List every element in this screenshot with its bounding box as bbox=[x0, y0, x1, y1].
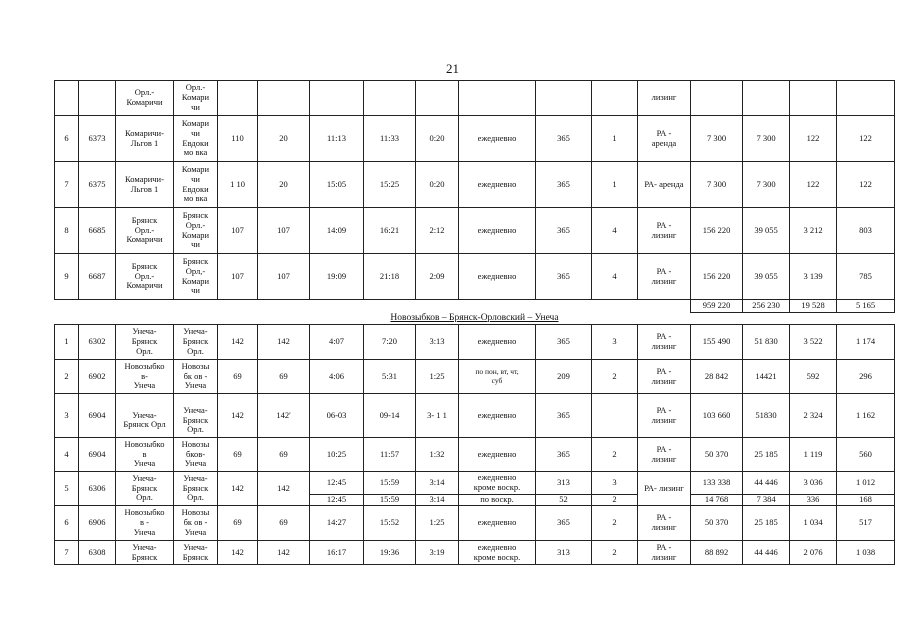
section-header-row bbox=[55, 313, 895, 325]
cell-schedule: Новозы бков- Унеча bbox=[174, 438, 218, 472]
cell-route: Унеча- Брянск Орл bbox=[116, 394, 174, 438]
section-title: Новозыбков – Брянск-Орловский – Унеча bbox=[55, 313, 895, 325]
cell-schedule: Унеча- Брянск Орл. bbox=[174, 472, 218, 506]
cell-n bbox=[55, 81, 79, 116]
cell-km2: 142' bbox=[258, 394, 310, 438]
cell-cars: 3 bbox=[592, 472, 638, 495]
cell-km2: 69 bbox=[258, 360, 310, 394]
cell-v2: 14421 bbox=[743, 360, 790, 394]
table-row bbox=[55, 208, 895, 254]
table-row bbox=[55, 116, 895, 162]
cell-cars: 1 bbox=[592, 116, 638, 162]
cell-cars bbox=[592, 394, 638, 438]
cell-dur: 3:14 bbox=[416, 472, 459, 495]
cell-dur: 1:25 bbox=[416, 360, 459, 394]
cell-train: 6302 bbox=[79, 325, 116, 360]
cell-period: ежедневно кроме воскр. bbox=[459, 472, 536, 495]
cell-type: РА - лизинг bbox=[638, 506, 691, 541]
page-number: 21 bbox=[446, 61, 459, 76]
cell-type: РА - лизинг bbox=[638, 208, 691, 254]
table-row bbox=[55, 81, 895, 116]
cell-train bbox=[79, 81, 116, 116]
table-row bbox=[55, 162, 895, 208]
cell-km1: 142 bbox=[218, 541, 258, 565]
cell-v1: 103 660 bbox=[691, 394, 743, 438]
cell-v4: 296 bbox=[837, 360, 895, 394]
cell-km1 bbox=[218, 81, 258, 116]
cell-v2: 7 300 bbox=[743, 116, 790, 162]
cell-type: РА - лизинг bbox=[638, 360, 691, 394]
table-row bbox=[55, 541, 895, 565]
cell-days: 365 bbox=[536, 438, 592, 472]
cell-arr bbox=[364, 81, 416, 116]
cell-v3: 3 036 bbox=[790, 472, 837, 495]
cell-arr: 16:21 bbox=[364, 208, 416, 254]
cell-n: 4 bbox=[55, 438, 79, 472]
cell-period: ежедневно bbox=[459, 208, 536, 254]
cell-type: РА- аренда bbox=[638, 162, 691, 208]
cell-dur: 3- 1 1 bbox=[416, 394, 459, 438]
cell-cars: 2 bbox=[592, 438, 638, 472]
cell-n: 9 bbox=[55, 254, 79, 300]
cell-km1: 107 bbox=[218, 254, 258, 300]
cell-v4: 803 bbox=[837, 208, 895, 254]
table-row bbox=[55, 438, 895, 472]
cell-period: ежедневно bbox=[459, 394, 536, 438]
cell-v1: 88 892 bbox=[691, 541, 743, 565]
cell-v3: 3 139 bbox=[790, 254, 837, 300]
cell-v1: 50 370 bbox=[691, 438, 743, 472]
table-row bbox=[55, 506, 895, 541]
cell-dur: 0:20 bbox=[416, 162, 459, 208]
table-row bbox=[55, 254, 895, 300]
cell-period: ежедневно bbox=[459, 162, 536, 208]
cell-type: РА - лизинг bbox=[638, 438, 691, 472]
cell-type: РА - лизинг bbox=[638, 254, 691, 300]
cell-dep: 11:13 bbox=[310, 116, 364, 162]
cell-train: 6904 bbox=[79, 394, 116, 438]
cell-schedule: Унеча- Брянск Орл. bbox=[174, 394, 218, 438]
cell-type: РА - аренда bbox=[638, 116, 691, 162]
cell-v2: 51830 bbox=[743, 394, 790, 438]
cell-route: Комаричи- Льгов 1 bbox=[116, 162, 174, 208]
cell-days: 313 bbox=[536, 541, 592, 565]
cell-v4: 560 bbox=[837, 438, 895, 472]
cell-type: РА - лизинг bbox=[638, 394, 691, 438]
cell-route: Брянск Орл.- Комаричи bbox=[116, 208, 174, 254]
cell-n: 5 bbox=[55, 472, 79, 506]
cell-route: Брянск Орл.- Комаричи bbox=[116, 254, 174, 300]
cell-cars: 2 bbox=[592, 360, 638, 394]
cell-arr: 09-14 bbox=[364, 394, 416, 438]
table-row bbox=[55, 360, 895, 394]
cell-period: ежедневно bbox=[459, 325, 536, 360]
cell-dep bbox=[310, 81, 364, 116]
cell-route: Орл.- Комаричи bbox=[116, 81, 174, 116]
cell-train: 6308 bbox=[79, 541, 116, 565]
cell-v2: 44 446 bbox=[743, 541, 790, 565]
cell-days: 365 bbox=[536, 394, 592, 438]
cell-v1: 14 768 bbox=[691, 495, 743, 506]
cell-period: ежедневно bbox=[459, 254, 536, 300]
cell-v2 bbox=[743, 81, 790, 116]
totals-row bbox=[55, 300, 895, 313]
cell-n: 8 bbox=[55, 208, 79, 254]
cell-v4: 785 bbox=[837, 254, 895, 300]
cell-train: 6687 bbox=[79, 254, 116, 300]
cell-dur: 3:14 bbox=[416, 495, 459, 506]
cell-schedule: Новозы бк ов - Унеча bbox=[174, 360, 218, 394]
cell-dep: 4:07 bbox=[310, 325, 364, 360]
cell-route: Унеча- Брянск Орл. bbox=[116, 325, 174, 360]
cell-v1: 50 370 bbox=[691, 506, 743, 541]
cell-days: 365 bbox=[536, 162, 592, 208]
cell-route: Комаричи- Льгов 1 bbox=[116, 116, 174, 162]
cell-days: 365 bbox=[536, 208, 592, 254]
cell-arr: 11:33 bbox=[364, 116, 416, 162]
cell-v2: 39 055 bbox=[743, 254, 790, 300]
cell-schedule: Унеча- Брянск bbox=[174, 541, 218, 565]
cell-type: РА- лизинг bbox=[638, 472, 691, 506]
schedule-table-1 bbox=[54, 80, 895, 313]
cell-km2: 69 bbox=[258, 438, 310, 472]
cell-train: 6685 bbox=[79, 208, 116, 254]
cell-v4: 1 012 bbox=[837, 472, 895, 495]
total-v3: 19 528 bbox=[790, 300, 837, 313]
cell-km1: 142 bbox=[218, 325, 258, 360]
cell-cars: 1 bbox=[592, 162, 638, 208]
cell-km1: 69 bbox=[218, 506, 258, 541]
cell-v2: 25 185 bbox=[743, 438, 790, 472]
cell-v2: 51 830 bbox=[743, 325, 790, 360]
cell-dep: 12:45 bbox=[310, 495, 364, 506]
cell-cars: 2 bbox=[592, 495, 638, 506]
cell-period: ежедневно bbox=[459, 438, 536, 472]
cell-period: по пон, вт, чт, суб bbox=[459, 360, 536, 394]
cell-dur: 2:12 bbox=[416, 208, 459, 254]
cell-dep: 10:25 bbox=[310, 438, 364, 472]
cell-n: 7 bbox=[55, 541, 79, 565]
total-v2: 256 230 bbox=[743, 300, 790, 313]
cell-days: 52 bbox=[536, 495, 592, 506]
cell-v3: 3 522 bbox=[790, 325, 837, 360]
cell-cars bbox=[592, 81, 638, 116]
table-row bbox=[55, 472, 895, 495]
cell-km2: 142 bbox=[258, 472, 310, 506]
cell-days: 365 bbox=[536, 506, 592, 541]
cell-km1: 107 bbox=[218, 208, 258, 254]
cell-train: 6902 bbox=[79, 360, 116, 394]
cell-v1: 7 300 bbox=[691, 116, 743, 162]
cell-dep: 12:45 bbox=[310, 472, 364, 495]
cell-v1: 133 338 bbox=[691, 472, 743, 495]
cell-v4: 1 038 bbox=[837, 541, 895, 565]
cell-dep: 15:05 bbox=[310, 162, 364, 208]
cell-period: ежедневно bbox=[459, 506, 536, 541]
cell-dur: 3:13 bbox=[416, 325, 459, 360]
cell-v3 bbox=[790, 81, 837, 116]
cell-n: 2 bbox=[55, 360, 79, 394]
cell-arr: 15:59 bbox=[364, 472, 416, 495]
cell-period: ежедневно bbox=[459, 116, 536, 162]
cell-route: Новозыбко в Унеча bbox=[116, 438, 174, 472]
cell-schedule: Новозы бк ов - Унеча bbox=[174, 506, 218, 541]
cell-train: 6906 bbox=[79, 506, 116, 541]
cell-train: 6306 bbox=[79, 472, 116, 506]
cell-schedule: Комари чи Евдоки мо вка bbox=[174, 116, 218, 162]
blank-cell bbox=[55, 300, 691, 313]
cell-arr: 5:31 bbox=[364, 360, 416, 394]
cell-schedule: Комари чи Евдоки мо вка bbox=[174, 162, 218, 208]
cell-train: 6375 bbox=[79, 162, 116, 208]
cell-cars: 3 bbox=[592, 325, 638, 360]
cell-days: 365 bbox=[536, 254, 592, 300]
cell-km2: 142 bbox=[258, 541, 310, 565]
cell-v1: 156 220 bbox=[691, 254, 743, 300]
cell-n: 6 bbox=[55, 116, 79, 162]
cell-km1: 142 bbox=[218, 394, 258, 438]
cell-km1: 110 bbox=[218, 116, 258, 162]
cell-arr: 7:20 bbox=[364, 325, 416, 360]
cell-route: Унеча- Брянск bbox=[116, 541, 174, 565]
cell-km2: 142 bbox=[258, 325, 310, 360]
cell-route: Унеча- Брянск Орл. bbox=[116, 472, 174, 506]
cell-schedule: Брянск Орл,- Комари чи bbox=[174, 254, 218, 300]
cell-n: 7 bbox=[55, 162, 79, 208]
cell-v2: 7 300 bbox=[743, 162, 790, 208]
cell-arr: 15:59 bbox=[364, 495, 416, 506]
cell-period: ежедневно кроме воскр. bbox=[459, 541, 536, 565]
cell-v4: 168 bbox=[837, 495, 895, 506]
cell-cars: 2 bbox=[592, 506, 638, 541]
cell-v4: 122 bbox=[837, 162, 895, 208]
cell-dep: 4:06 bbox=[310, 360, 364, 394]
cell-v3: 2 076 bbox=[790, 541, 837, 565]
cell-dur: 0:20 bbox=[416, 116, 459, 162]
schedule-table-2 bbox=[54, 313, 895, 565]
cell-n: 1 bbox=[55, 325, 79, 360]
cell-schedule: Орл.- Комари чи bbox=[174, 81, 218, 116]
cell-arr: 15:25 bbox=[364, 162, 416, 208]
cell-days bbox=[536, 81, 592, 116]
cell-cars: 4 bbox=[592, 208, 638, 254]
cell-route: Новозыбко в - Унеча bbox=[116, 506, 174, 541]
cell-type: РА - лизинг bbox=[638, 325, 691, 360]
total-v4: 5 165 bbox=[837, 300, 895, 313]
cell-n: 6 bbox=[55, 506, 79, 541]
cell-km2: 107 bbox=[258, 254, 310, 300]
cell-dep: 16:17 bbox=[310, 541, 364, 565]
table-row bbox=[55, 394, 895, 438]
cell-period bbox=[459, 81, 536, 116]
cell-arr: 19:36 bbox=[364, 541, 416, 565]
cell-v3: 592 bbox=[790, 360, 837, 394]
table-row bbox=[55, 325, 895, 360]
cell-period: по воскр. bbox=[459, 495, 536, 506]
cell-v4: 122 bbox=[837, 116, 895, 162]
cell-km2: 69 bbox=[258, 506, 310, 541]
cell-v1 bbox=[691, 81, 743, 116]
cell-dur: 1:25 bbox=[416, 506, 459, 541]
cell-schedule: Брянск Орл.- Комари чи bbox=[174, 208, 218, 254]
cell-v3: 2 324 bbox=[790, 394, 837, 438]
cell-train: 6373 bbox=[79, 116, 116, 162]
cell-v2: 44 446 bbox=[743, 472, 790, 495]
cell-days: 365 bbox=[536, 325, 592, 360]
cell-dep: 14:27 bbox=[310, 506, 364, 541]
cell-v4: 1 174 bbox=[837, 325, 895, 360]
cell-v3: 1 034 bbox=[790, 506, 837, 541]
cell-train: 6904 bbox=[79, 438, 116, 472]
cell-dur bbox=[416, 81, 459, 116]
cell-km2: 107 bbox=[258, 208, 310, 254]
cell-v3: 122 bbox=[790, 116, 837, 162]
cell-v4: 517 bbox=[837, 506, 895, 541]
cell-v3: 336 bbox=[790, 495, 837, 506]
cell-v3: 122 bbox=[790, 162, 837, 208]
cell-days: 313 bbox=[536, 472, 592, 495]
cell-dur: 2:09 bbox=[416, 254, 459, 300]
cell-dep: 06-03 bbox=[310, 394, 364, 438]
cell-arr: 11:57 bbox=[364, 438, 416, 472]
cell-km1: 1 10 bbox=[218, 162, 258, 208]
cell-v4 bbox=[837, 81, 895, 116]
cell-days: 365 bbox=[536, 116, 592, 162]
cell-dep: 14:09 bbox=[310, 208, 364, 254]
cell-v2: 25 185 bbox=[743, 506, 790, 541]
cell-v3: 1 119 bbox=[790, 438, 837, 472]
cell-v2: 7 384 bbox=[743, 495, 790, 506]
cell-type: РА - лизинг bbox=[638, 541, 691, 565]
cell-v1: 156 220 bbox=[691, 208, 743, 254]
cell-v2: 39 055 bbox=[743, 208, 790, 254]
cell-km2: 20 bbox=[258, 162, 310, 208]
total-v1: 959 220 bbox=[691, 300, 743, 313]
cell-v1: 28 842 bbox=[691, 360, 743, 394]
cell-days: 209 bbox=[536, 360, 592, 394]
cell-v3: 3 212 bbox=[790, 208, 837, 254]
cell-km2: 20 bbox=[258, 116, 310, 162]
cell-v1: 155 490 bbox=[691, 325, 743, 360]
cell-schedule: Унеча- Брянск Орл. bbox=[174, 325, 218, 360]
cell-v1: 7 300 bbox=[691, 162, 743, 208]
cell-dur: 3:19 bbox=[416, 541, 459, 565]
cell-dur: 1:32 bbox=[416, 438, 459, 472]
cell-v4: 1 162 bbox=[837, 394, 895, 438]
cell-km2 bbox=[258, 81, 310, 116]
cell-arr: 15:52 bbox=[364, 506, 416, 541]
cell-km1: 69 bbox=[218, 438, 258, 472]
cell-arr: 21:18 bbox=[364, 254, 416, 300]
cell-cars: 2 bbox=[592, 541, 638, 565]
cell-n: 3 bbox=[55, 394, 79, 438]
cell-type: лизинг bbox=[638, 81, 691, 116]
cell-km1: 142 bbox=[218, 472, 258, 506]
cell-cars: 4 bbox=[592, 254, 638, 300]
cell-km1: 69 bbox=[218, 360, 258, 394]
cell-dep: 19:09 bbox=[310, 254, 364, 300]
cell-route: Новозыбко в- Унеча bbox=[116, 360, 174, 394]
